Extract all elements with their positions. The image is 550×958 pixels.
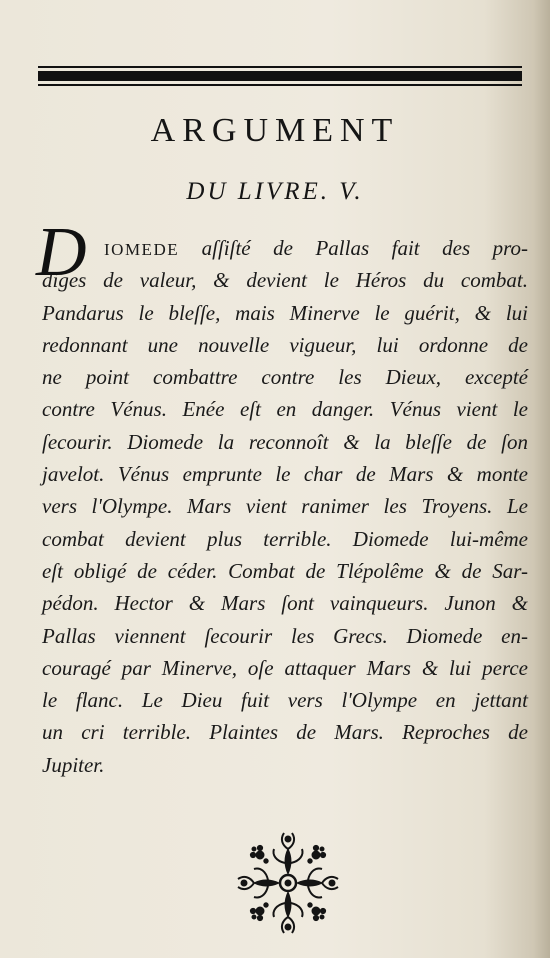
drop-cap: D — [36, 214, 87, 291]
header-rule — [38, 66, 522, 88]
text-line: javelot. Vénus emprunte le char de Mars & monte — [42, 462, 528, 487]
text-line: eſt obligé de céder. Combat de Tlépolême & de Sar- — [42, 558, 528, 583]
text-line: couragé par Minerve, oſe attaquer Mars & lui perce — [42, 655, 528, 680]
floral-cross-ornament-icon — [233, 828, 343, 938]
text-line: Pandarus le bleſſe, mais Minerve le guérit, & lui — [42, 300, 528, 325]
text-line-last: Jupiter. — [42, 752, 105, 777]
first-line-rest: aſſiſté de Pallas fait des pro- — [201, 236, 529, 260]
text-line: pédon. Hector & Mars ſont vainqueurs. Junon & — [42, 591, 528, 616]
header-rule-thick-band — [38, 71, 522, 81]
text-line: Pallas viennent ſecourir les Grecs. Diomede en- — [42, 623, 528, 648]
header-rule-bottom-line — [38, 84, 522, 86]
header-rule-top-line — [38, 66, 522, 68]
first-word: IOMEDE — [104, 240, 180, 259]
page-title: ARGUMENT — [150, 112, 400, 149]
text-line: vers l'Olympe. Mars vient ranimer les Troyens. Le — [42, 494, 528, 519]
text-line: un cri terrible. Plaintes de Mars. Reproches de — [42, 720, 528, 745]
argument-text — [36, 214, 529, 781]
text-line: le flanc. Le Dieu fuit vers l'Olympe en jettant — [42, 688, 528, 713]
text-line: ne point combattre contre les Dieux, excepté — [42, 365, 528, 390]
text-line: redonnant une nouvelle vigueur, lui ordonne de — [42, 332, 528, 357]
text-line: ſecourir. Diomede la reconnoît & la bleſſe de ſon — [42, 429, 528, 454]
page-subtitle: DU LIVRE. V. — [186, 178, 364, 205]
text-line: contre Vénus. Enée eſt en danger. Vénus vient le — [42, 397, 528, 422]
text-line: diges de valeur, & devient le Héros du combat. — [42, 268, 528, 293]
text-line: combat devient plus terrible. Diomede lui-même — [42, 526, 528, 551]
